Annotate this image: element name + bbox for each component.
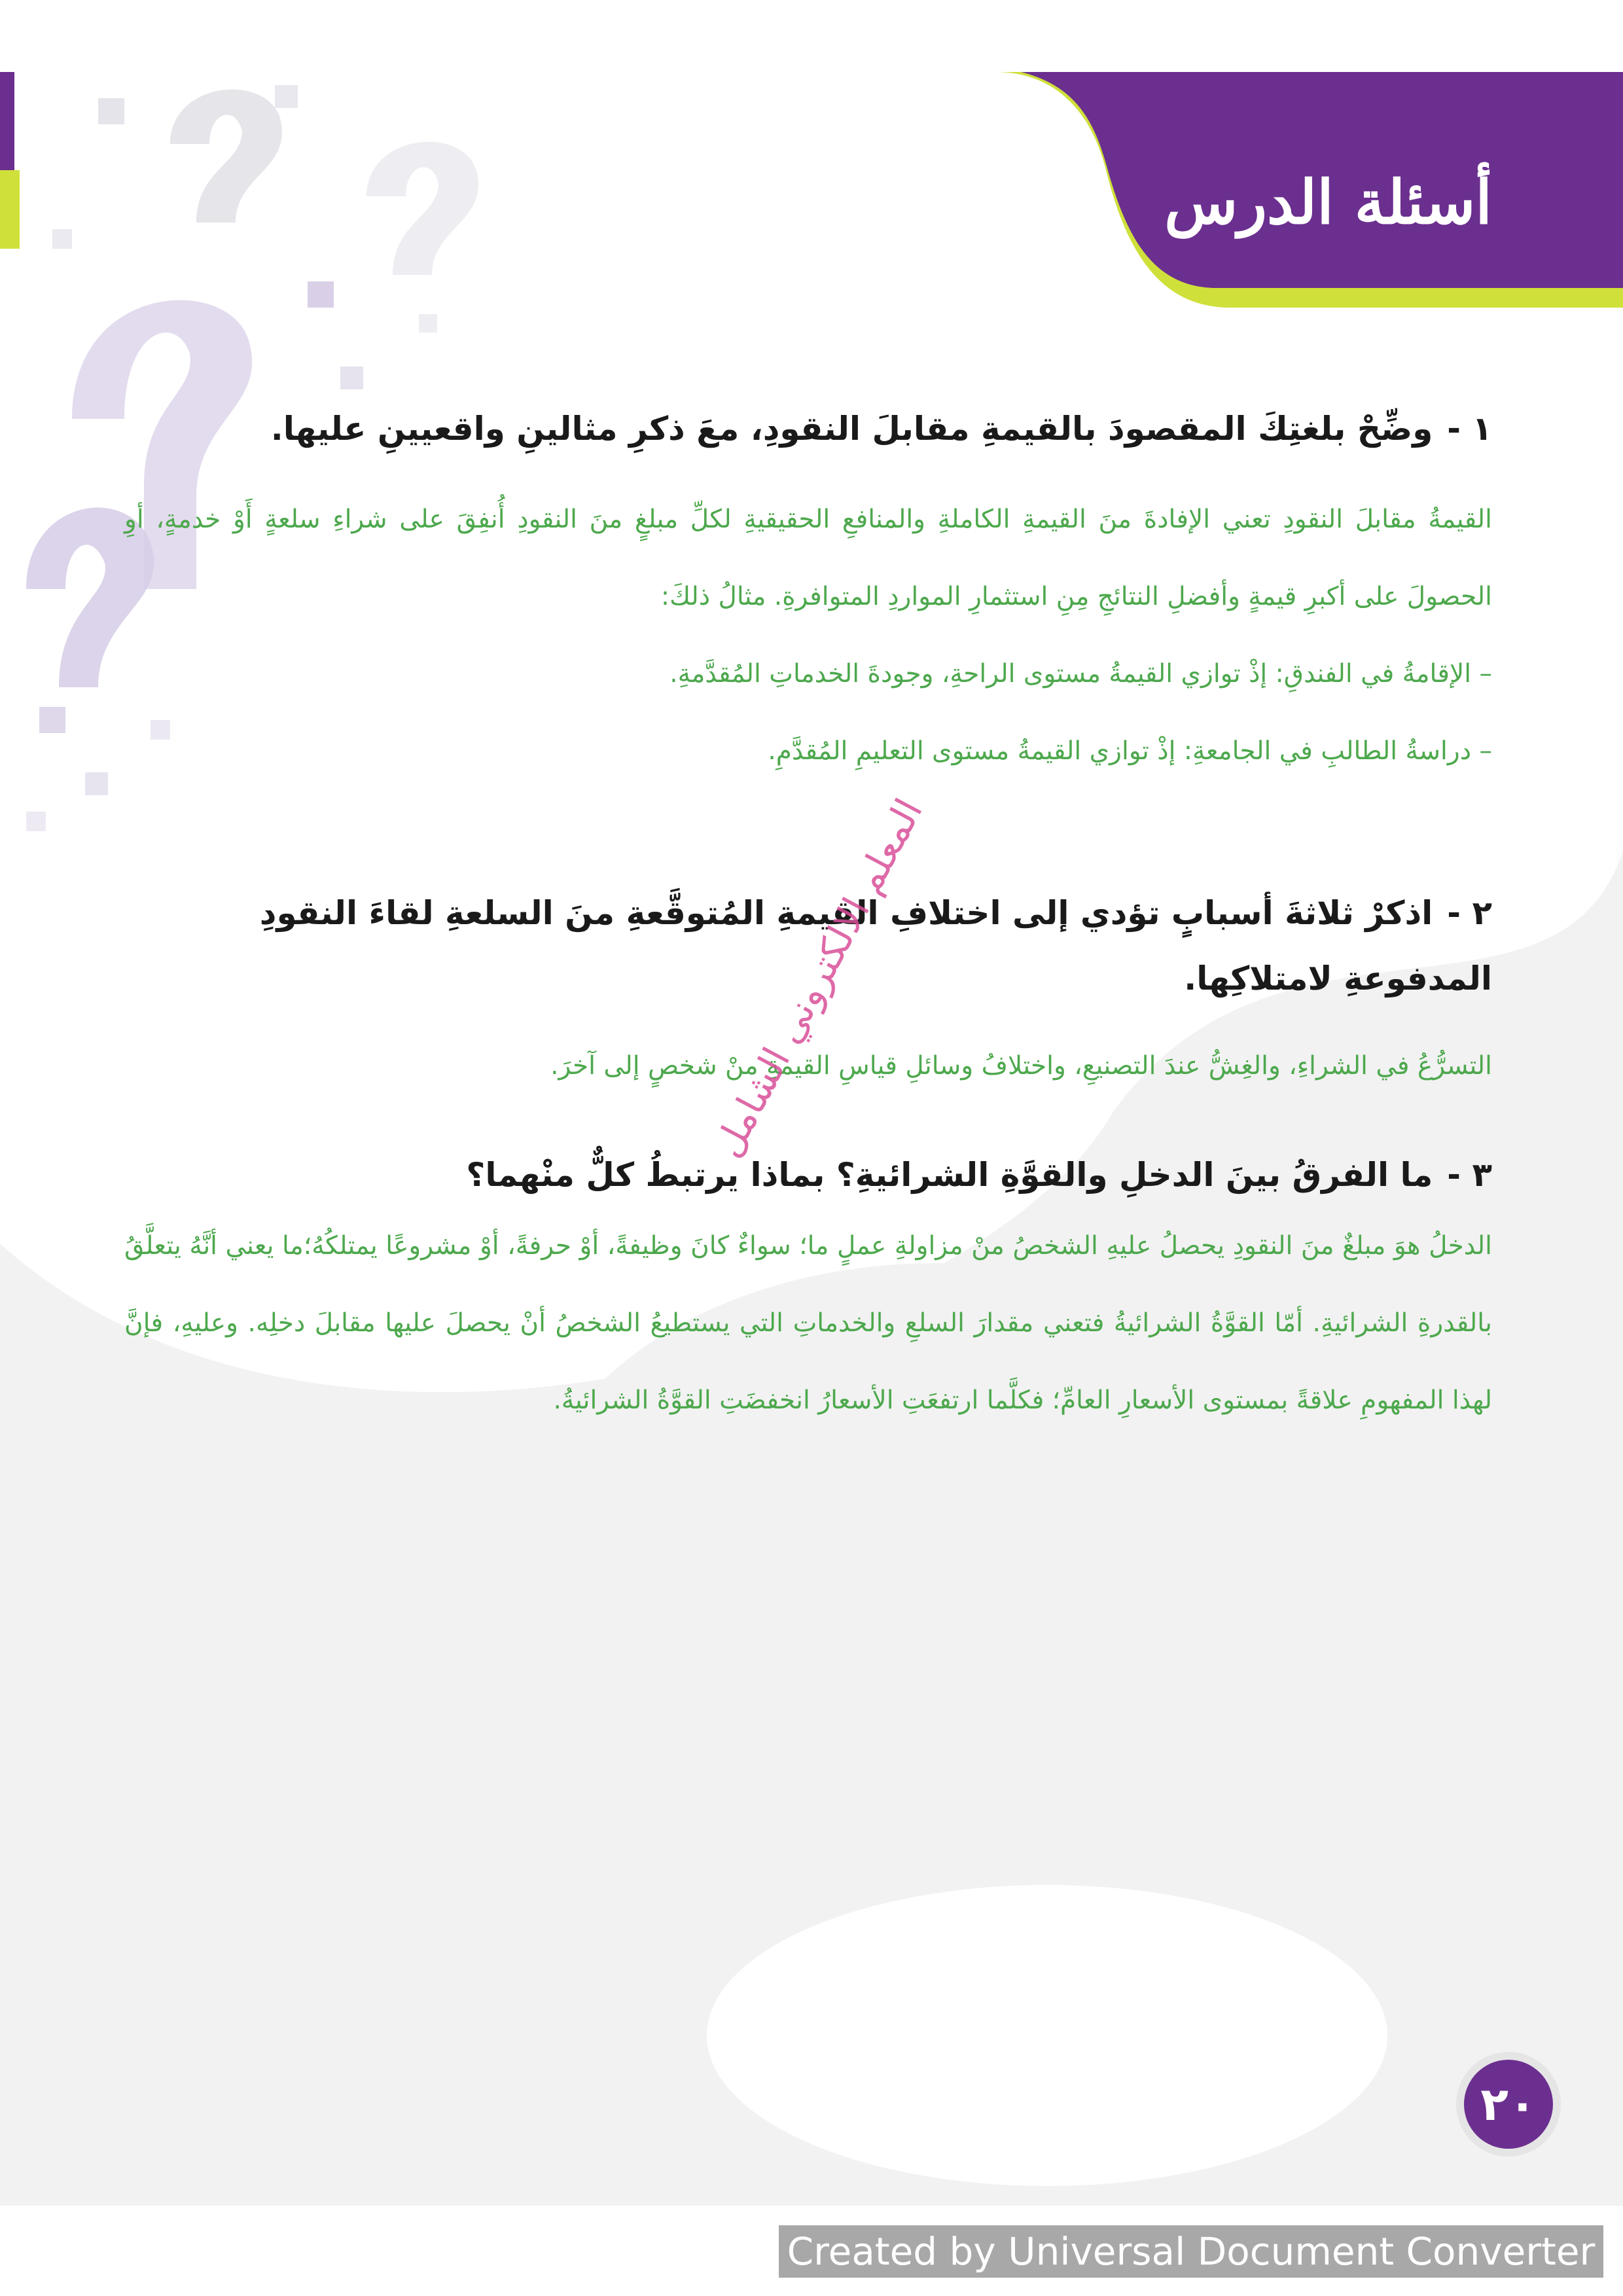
question-text: وضِّحْ بلغتِكَ المقصودَ بالقيمةِ مقابلَ النقودِ، معَ ذكرِ مثالينِ واقعيينِ عليها. [270, 410, 1433, 448]
question-text: ما الفرقُ بينَ الدخلِ والقوَّةِ الشرائيةِ؟ بماذا يرتبطُ كلٌّ منْهما؟ [466, 1156, 1433, 1194]
watermark: المعلم الالكتروني الشامل [705, 791, 931, 1164]
answer-text: الدخلُ هوَ مبلغٌ منَ النقودِ يحصلُ عليهِ الشخصُ منْ مزاولةِ عملٍ ما؛ سواءٌ كانَ وظيفةً، أوْ حرفةً، أوْ مشروعًا يمتلكُهُ؛ما يعني أنَّهُ يتعلَّقُ بالقدرةِ الشرائيةِ. أمّا القوَّةُ الشرائيةُ فتعني مقدارَ السلعِ والخدماتِ التي يستطيعُ الشخصُ أنْ يحصلَ عليها مقابلَ دخلِه. وعليهِ، فإنَّ لهذا المفهومِ علاقةً بمستوى الأسعارِ العامِّ؛ فكلَّما ارتفعَتِ الأسعارُ انخفضَتِ القوَّةُ الشرائيةُ. [124, 1231, 1492, 1415]
footer-banner: Created by Universal Document Converter [779, 2225, 1603, 2278]
question-1 [124, 396, 1492, 461]
question-3 [124, 1142, 1492, 1208]
answer-text: التسرُّعُ في الشراءِ، والغِشُّ عندَ التصنيعِ، واختلافُ وسائلِ قياسِ القيمةِ منْ شخصٍ إلى آخرَ. [550, 1051, 1492, 1081]
example-item: – الإقامةُ في الفندقِ: إذْ توازي القيمةُ مستوى الراحةِ، وجودةَ الخدماتِ المُقدَّمةِ. [669, 659, 1492, 689]
question-text: اذكرْ ثلاثةَ أسبابٍ تؤدي إلى اختلافِ القيمةِ المُتوقَّعةِ منَ السلعةِ لقاءَ النقودِ المدفوعةِ لامتلاكِها. [259, 894, 1492, 997]
question-number: ٣ - [1447, 1156, 1492, 1194]
answer-3 [124, 1208, 1492, 1439]
question-number: ١ - [1447, 410, 1492, 448]
answer-1 [124, 481, 1492, 790]
example-item: – دراسةُ الطالبِ في الجامعةِ: إذْ توازي القيمةُ مستوى التعليمِ المُقدَّمِ. [768, 736, 1492, 766]
page-number-badge [1456, 2052, 1561, 2157]
page-title: أسئلة الدرس [1164, 167, 1492, 238]
answer-text: القيمةُ مقابلَ النقودِ تعني الإفادةَ منَ القيمةِ الكاملةِ والمنافعِ الحقيقيةِ لكلِّ مبلغٍ منَ النقودِ أُنفِقَ على شراءِ سلعةٍ أَوْ خدمةٍ، أوِ الحصولَ على أكبرِ قيمةٍ وأفضلِ النتائجِ مِنِ استثمارِ المواردِ المتوافرةِ. مثالُ ذلكَ: [124, 505, 1492, 611]
page-number: ٢٠ [1464, 2060, 1553, 2149]
question-number: ٢ - [1447, 894, 1492, 932]
